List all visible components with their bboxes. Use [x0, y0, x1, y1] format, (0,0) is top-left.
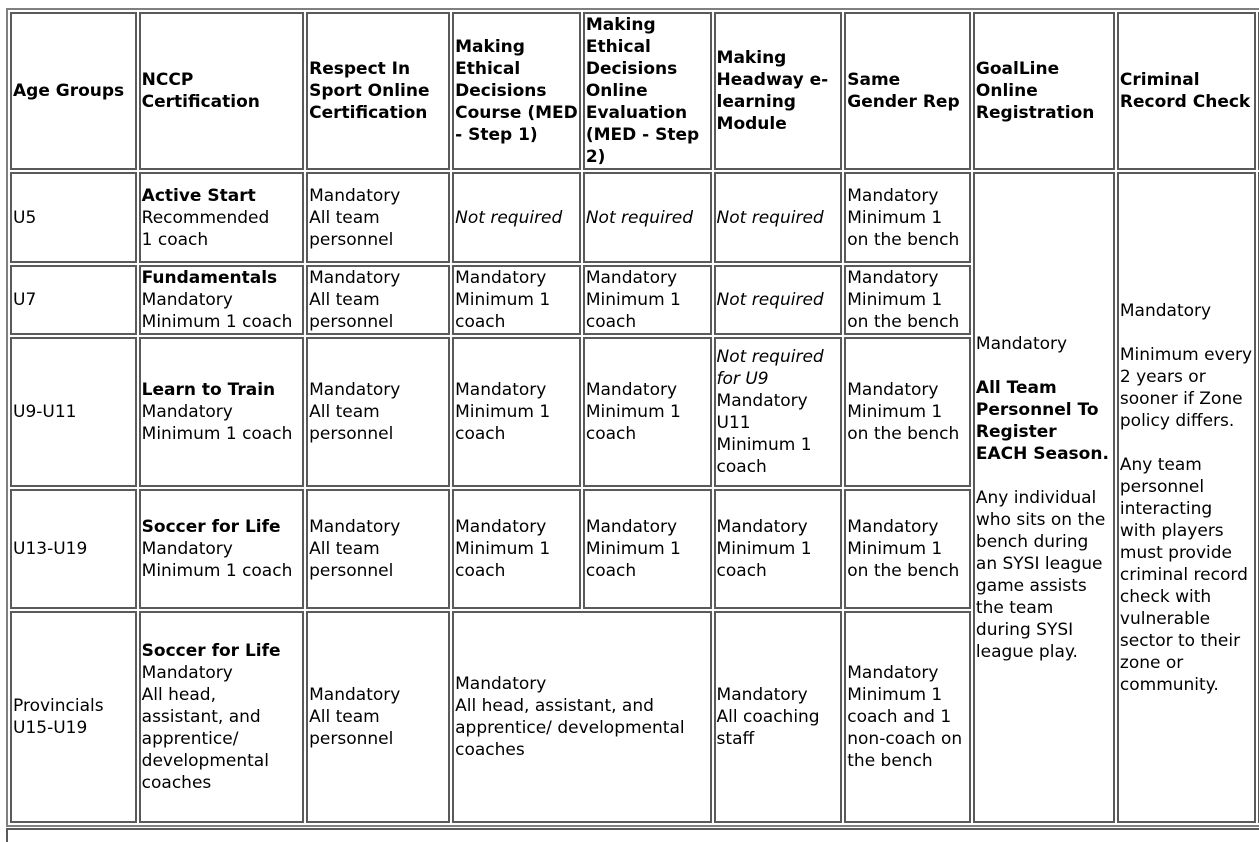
header-age-groups: Age Groups — [10, 12, 137, 170]
age-group-cell: U7 — [10, 265, 137, 335]
headway-cell: Not required for U9 Mandatory U11 Minimum 1 coach — [714, 337, 843, 487]
nccp-cell: Learn to Train Mandatory Minimum 1 coach — [139, 337, 304, 487]
med1-cell: Mandatory Minimum 1 coach — [452, 265, 581, 335]
med-combined-cell: Mandatory All head, assistant, and apprentice/ developmental coaches — [452, 611, 711, 823]
age-group-cell: U5 — [10, 172, 137, 263]
med1-cell: Mandatory Minimum 1 coach — [452, 337, 581, 487]
age-group-cell: U13-U19 — [10, 489, 137, 609]
header-same-gender-rep: Same Gender Rep — [844, 12, 971, 170]
header-goalline: GoalLine Online Registration — [973, 12, 1115, 170]
gender-cell: Mandatory Minimum 1 on the bench — [844, 265, 971, 335]
nccp-cell: Active Start Recommended 1 coach — [139, 172, 304, 263]
requirements-table — [6, 8, 1259, 827]
table-row-u5 — [10, 172, 1259, 263]
respect-cell: Mandatory All team personnel — [306, 265, 450, 335]
header-making-headway: Making Headway e-learning Module — [714, 12, 843, 170]
med2-cell: Not required — [583, 172, 712, 263]
nccp-cell: Fundamentals Mandatory Minimum 1 coach — [139, 265, 304, 335]
header-respect-in-sport: Respect In Sport Online Certification — [306, 12, 450, 170]
gender-cell: Mandatory Minimum 1 on the bench — [844, 172, 971, 263]
respect-cell: Mandatory All team personnel — [306, 337, 450, 487]
age-group-cell: Provincials U15-U19 — [10, 611, 137, 823]
nccp-cell: Soccer for Life Mandatory All head, assistant, and apprentice/ developmental coaches — [139, 611, 304, 823]
headway-cell: Mandatory All coaching staff — [714, 611, 843, 823]
age-group-cell: U9-U11 — [10, 337, 137, 487]
respect-cell: Mandatory All team personnel — [306, 611, 450, 823]
headway-cell: Mandatory Minimum 1 coach — [714, 489, 843, 609]
headway-cell: Not required — [714, 265, 843, 335]
med1-cell: Mandatory Minimum 1 coach — [452, 489, 581, 609]
header-med-step1: Making Ethical Decisions Course (MED - Step 1) — [452, 12, 581, 170]
headway-cell: Not required — [714, 172, 843, 263]
goalline-cell: Mandatory All Team Personnel To Register EACH Season. Any individual who sits on the bench during an SYSI league game assists the team during SYSI league play. — [973, 172, 1115, 823]
gender-cell: Mandatory Minimum 1 on the bench — [844, 489, 971, 609]
gender-cell: Mandatory Minimum 1 coach and 1 non-coach on the bench — [844, 611, 971, 823]
med2-cell: Mandatory Minimum 1 coach — [583, 265, 712, 335]
respect-cell: Mandatory All team personnel — [306, 172, 450, 263]
header-row — [10, 12, 1259, 170]
med2-cell: Mandatory Minimum 1 coach — [583, 337, 712, 487]
med1-cell: Not required — [452, 172, 581, 263]
next-row-edge — [6, 828, 1259, 842]
header-nccp: NCCP Certification — [139, 12, 304, 170]
gender-cell: Mandatory Minimum 1 on the bench — [844, 337, 971, 487]
header-criminal-record: Criminal Record Check — [1117, 12, 1256, 170]
respect-cell: Mandatory All team personnel — [306, 489, 450, 609]
criminal-record-cell: Mandatory Minimum every 2 years or sooner if Zone policy differs. Any team personnel interacting with players must provide criminal record check with vulnerable sector to their zone or community. — [1117, 172, 1256, 823]
nccp-cell: Soccer for Life Mandatory Minimum 1 coach — [139, 489, 304, 609]
header-med-step2: Making Ethical Decisions Online Evaluation (MED - Step 2) — [583, 12, 712, 170]
med2-cell: Mandatory Minimum 1 coach — [583, 489, 712, 609]
